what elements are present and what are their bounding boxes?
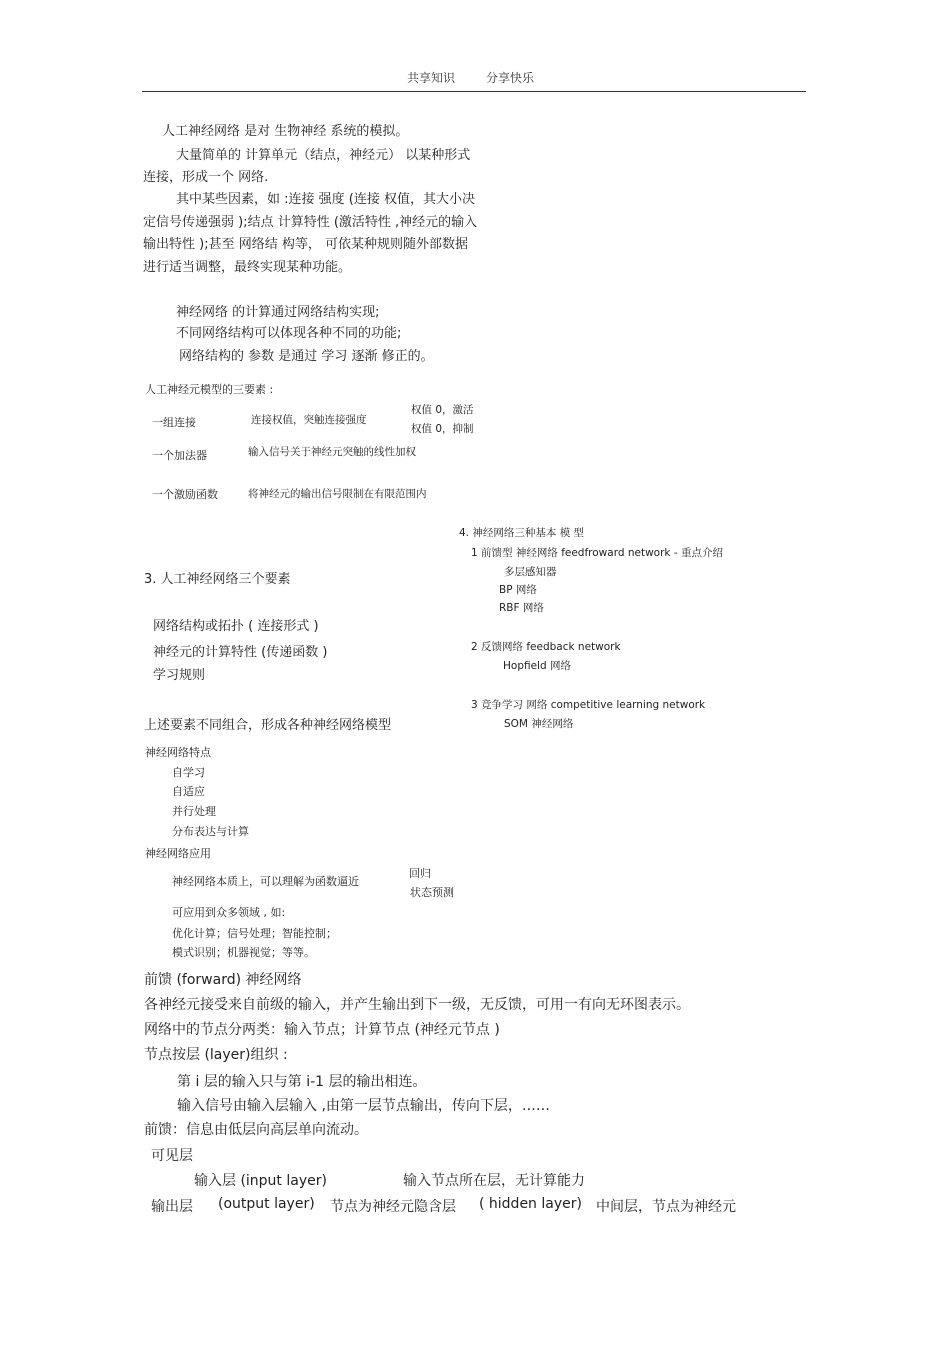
feature-item: 分布表达与计算 (172, 825, 249, 838)
forward-line-2: 网络中的节点分两类：输入节点；计算节点 (神经元节点 ) (144, 1022, 500, 1038)
applications-title: 神经网络应用 (145, 847, 211, 860)
forward-line-9e: 中间层，节点为神经元 (596, 1199, 736, 1215)
elements-row2-left: 一个加法器 (152, 449, 207, 462)
header-left-text: 共享知识 (407, 71, 456, 85)
elements-row1-mid: 连接权值，突触连接强度 (251, 414, 367, 426)
applications-line-3: 优化计算；信号处理；智能控制； (172, 927, 337, 940)
summary-line-1: 神经网络 的计算通过网络结构实现; (176, 305, 380, 320)
intro-line-2: 大量简单的 计算单元（结点，神经元） 以某种形式 (176, 148, 471, 163)
forward-line-9d: ( hidden layer) (479, 1196, 582, 1212)
three-elements-item-2: 神经元的计算特性 (传递函数 ) (153, 645, 328, 660)
intro-line-1: 人工神经网络 是对 生物神经 系统的模拟。 (162, 124, 409, 139)
summary-line-3: 网络结构的 参数 是通过 学习 逐渐 修正的。 (179, 349, 434, 364)
applications-line-1: 神经网络本质上，可以理解为函数逼近 (172, 875, 359, 888)
elements-row3-mid: 将神经元的输出信号限制在有限范围内 (248, 488, 427, 500)
features-title: 神经网络特点 (145, 746, 211, 759)
forward-line-1: 各神经元接受来自前级的输入，并产生输出到下一级，无反馈，可用一有向无环图表示。 (144, 997, 690, 1013)
model-1-item-c: RBF 网络 (499, 602, 544, 614)
applications-line-4: 模式识别；机器视觉；等等。 (172, 946, 315, 959)
forward-line-6: 前馈：信息由低层向高层单向流动。 (144, 1122, 368, 1138)
header-divider (142, 91, 806, 92)
intro-line-7: 进行适当调整，最终实现某种功能。 (143, 260, 352, 275)
forward-title: 前馈 (forward) 神经网络 (144, 972, 302, 988)
model-1: 1 前馈型 神经网络 feedfroward network - 重点介绍 (471, 547, 723, 559)
summary-line-2: 不同网络结构可以体现各种不同的功能; (176, 326, 402, 341)
feature-item: 自学习 (172, 766, 205, 779)
elements-row3-left: 一个激励函数 (152, 488, 218, 501)
elements-row1-right-1: 权值 0，激活 (411, 404, 474, 416)
applications-right-2: 状态预测 (410, 886, 454, 899)
forward-line-3: 节点按层 (layer)组织 : (144, 1047, 288, 1063)
models-title: 4. 神经网络三种基本 模 型 (459, 527, 585, 539)
forward-line-7: 可见层 (151, 1148, 193, 1164)
model-3: 3 竞争学习 网络 competitive learning network (471, 699, 706, 711)
elements-row1-left: 一组连接 (152, 416, 196, 429)
model-1-item-b: BP 网络 (499, 584, 537, 596)
three-elements-note: 上述要素不同组合，形成各种神经网络模型 (144, 718, 392, 733)
forward-line-9a: 输出层 (151, 1199, 193, 1215)
forward-line-5: 输入信号由输入层输入 ,由第一层节点输出，传向下层，…… (177, 1098, 550, 1114)
forward-line-9c: 节点为神经元隐含层 (330, 1199, 456, 1215)
elements-title: 人工神经元模型的三要素 : (145, 383, 274, 396)
elements-row1-right-2: 权值 0，抑制 (411, 423, 474, 435)
three-elements-item-1: 网络结构或拓扑 ( 连接形式 ) (153, 619, 319, 634)
intro-line-4: 其中某些因素，如 :连接 强度 (连接 权值，其大小决 (176, 192, 475, 207)
elements-row2-mid: 输入信号关于神经元突触的线性加权 (248, 446, 416, 458)
header-right-text: 分享快乐 (486, 71, 535, 85)
forward-line-8a: 输入层 (input layer) (194, 1173, 327, 1189)
model-2-item-a: Hopfield 网络 (503, 660, 571, 672)
model-1-item-a: 多层感知器 (504, 566, 557, 578)
forward-line-9b: (output layer) (218, 1196, 315, 1212)
forward-line-4: 第 i 层的输入只与第 i-1 层的输出相连。 (177, 1074, 427, 1090)
intro-line-5: 定信号传递强弱 );结点 计算特性 (激活特性 ,神经元的输入 (143, 215, 478, 230)
applications-right-1: 回归 (409, 867, 431, 880)
feature-item: 自适应 (172, 785, 205, 798)
forward-line-8b: 输入节点所在层，无计算能力 (403, 1173, 585, 1189)
model-3-item-a: SOM 神经网络 (504, 718, 574, 730)
three-elements-item-3: 学习规则 (153, 668, 206, 683)
feature-item: 并行处理 (172, 805, 216, 818)
intro-line-6: 输出特性 );甚至 网络结 构等， 可依某种规则随外部数据 (143, 237, 468, 252)
applications-line-2: 可应用到众多领域 , 如: (172, 906, 286, 919)
model-2: 2 反馈网络 feedback network (471, 641, 621, 653)
intro-line-3: 连接，形成一个 网络. (143, 170, 269, 185)
three-elements-title: 3. 人工神经网络三个要素 (144, 572, 291, 587)
